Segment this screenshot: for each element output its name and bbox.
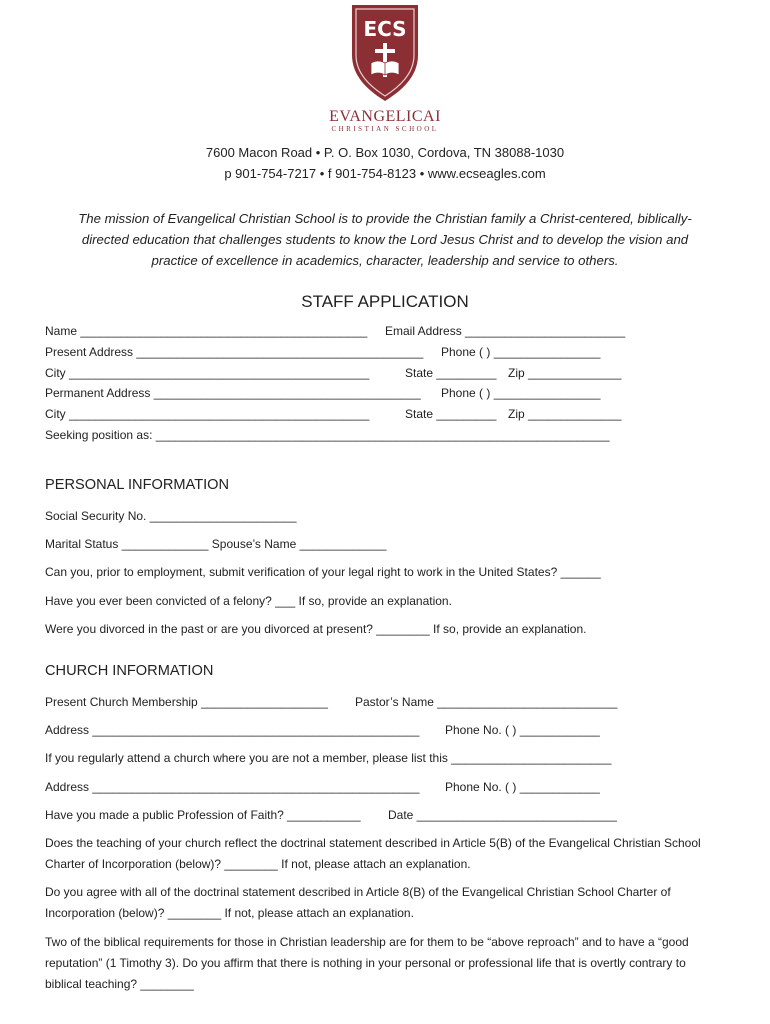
- name-field[interactable]: Name ___________________________________________: [45, 324, 368, 338]
- ssn-field[interactable]: Social Security No. ______________________: [45, 509, 297, 523]
- felony-question[interactable]: Have you ever been convicted of a felony? ___ If so, provide an explanation.: [45, 594, 452, 608]
- church-phone-field-1[interactable]: Phone No. ( ) ____________: [445, 723, 600, 737]
- phone-field-1[interactable]: Phone ( ) ________________: [441, 345, 601, 359]
- city-field-2[interactable]: City _____________________________________________: [45, 407, 370, 421]
- page-title: STAFF APPLICATION: [301, 292, 469, 311]
- logo-letters: ECS: [363, 17, 407, 41]
- state-field-1[interactable]: State _________: [405, 366, 497, 380]
- attend-church-field[interactable]: If you regularly attend a church where you are not a member, please list this ________________________: [45, 751, 612, 765]
- reproach-question[interactable]: Two of the biblical requirements for those in Christian leadership are for them to be “above reproach” and to have a “good reputation” (1 Timothy 3). Do you affirm that there is nothing in your personal or professional life that is overtly contrary to biblical teaching? ________: [45, 935, 689, 991]
- email-field[interactable]: Email Address ________________________: [385, 324, 626, 338]
- city-field-1[interactable]: City _____________________________________________: [45, 366, 370, 380]
- personal-info-heading: PERSONAL INFORMATION: [45, 477, 230, 493]
- address-line: 7600 Macon Road • P. O. Box 1030, Cordova, TN 38088-1030: [205, 145, 565, 160]
- pastor-name-field[interactable]: Pastor’s Name ___________________________: [355, 695, 618, 709]
- doctrinal-question-2[interactable]: Do you agree with all of the doctrinal statement described in Article 8(B) of the Evangelical Christian School Charter of Incorporation (below)? ________ If not, please attach an explanation.: [45, 885, 671, 920]
- mission-line-1: The mission of Evangelical Christian School is to provide the Christian family a Christ-centered, biblically-: [78, 211, 692, 226]
- zip-field-1[interactable]: Zip ______________: [508, 366, 622, 380]
- seeking-position-field[interactable]: Seeking position as: ____________________________________________________________________: [45, 428, 610, 442]
- church-membership-field[interactable]: Present Church Membership ___________________: [45, 695, 328, 709]
- ecs-crest-logo: [349, 3, 421, 103]
- church-address-field-1[interactable]: Address _________________________________________________: [45, 723, 420, 737]
- state-field-2[interactable]: State _________: [405, 407, 497, 421]
- marital-status-field[interactable]: Marital Status _____________ Spouse’s Name _____________: [45, 537, 387, 551]
- school-subname: CHRISTIAN SCHOOL: [331, 125, 439, 133]
- work-verification-question[interactable]: Can you, prior to employment, submit verification of your legal right to work in the United States? ______: [45, 565, 601, 579]
- divorce-question[interactable]: Were you divorced in the past or are you divorced at present? ________ If so, provide an explanation.: [45, 622, 587, 636]
- school-name: EVANGELICAI: [329, 108, 441, 125]
- present-address-field[interactable]: Present Address ___________________________________________: [45, 345, 424, 359]
- permanent-address-field[interactable]: Permanent Address ________________________________________: [45, 386, 421, 400]
- contact-line: p 901-754-7217 • f 901-754-8123 • www.ecseagles.com: [224, 166, 546, 181]
- doctrinal-question-1[interactable]: Does the teaching of your church reflect the doctrinal statement described in Article 5(B) of the Evangelical Christian School Charter of Incorporation (below)? ________ If not, please attach an explanation.: [45, 836, 701, 871]
- zip-field-2[interactable]: Zip ______________: [508, 407, 622, 421]
- church-address-field-2[interactable]: Address _________________________________________________: [45, 780, 420, 794]
- phone-field-2[interactable]: Phone ( ) ________________: [441, 386, 601, 400]
- church-phone-field-2[interactable]: Phone No. ( ) ____________: [445, 780, 600, 794]
- church-info-heading: CHURCH INFORMATION: [45, 663, 214, 679]
- profession-date-field[interactable]: Date ______________________________: [388, 808, 617, 822]
- mission-line-3: practice of excellence in academics, character, leadership and service to others.: [151, 253, 619, 268]
- mission-line-2: directed education that challenges students to know the Lord Jesus Christ and to develop the vision and: [81, 232, 689, 247]
- profession-of-faith-field[interactable]: Have you made a public Profession of Faith? ___________: [45, 808, 361, 822]
